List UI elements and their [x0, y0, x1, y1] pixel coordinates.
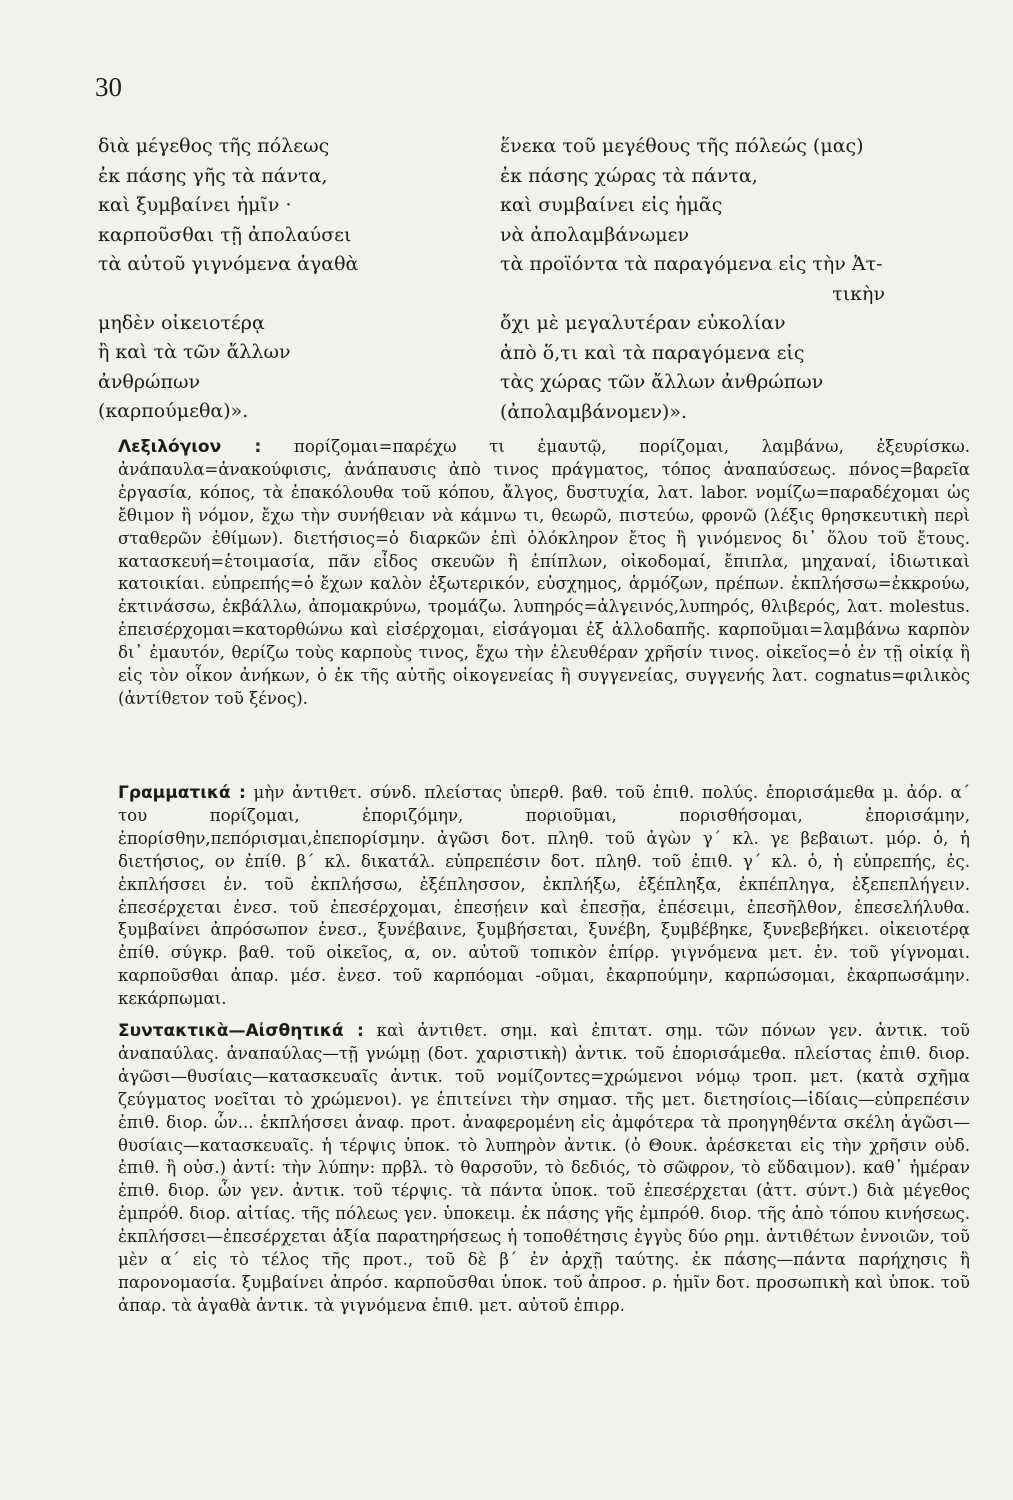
verse-line: (καρπούμεθα)». — [98, 400, 249, 422]
verse-line: νὰ ἀπολαμβάνωμεν — [500, 223, 689, 246]
lexicon-section — [118, 436, 970, 711]
syntax-section — [118, 1020, 970, 1318]
modern-translation-column — [500, 132, 980, 427]
verse-line: μηδὲν οἰκειοτέρᾳ — [98, 311, 265, 334]
verse-line: τὰ αὐτοῦ γιγνόμενα ἀγαθὰ — [98, 253, 359, 275]
verse-line: διὰ μέγεθος τῆς πόλεως — [98, 135, 330, 157]
verse-line: ἀπὸ ὅ,τι καὶ τὰ παραγόμενα εἰς — [500, 341, 805, 364]
verse-line: (ἀπολαμβάνομεν)». — [500, 400, 688, 423]
grammar-section — [118, 782, 970, 1011]
verse-line: ἢ καὶ τὰ τῶν ἄλλων — [98, 341, 291, 363]
verse-line: καρποῦσθαι τῇ ἀπολαύσει — [98, 223, 352, 246]
syntax-text: καὶ ἀντιθετ. σημ. καὶ ἐπιτατ. σημ. τῶν πόνων γεν. ἀντικ. τοῦ ἀναπαύλας. ἀναπαύλας—τῇ γνώμῃ (δοτ. χαριστικὴ) ἀντικ. τοῦ ἐπορισάμεθα. πλείστας ἐπιθ. διορ. ἀγῶσι—θυσίαις—κατασκευαῖς ἀντικ. τοῦ νομίζοντες=χρώμενοι νόμῳ τροπ. μετ. (κατὰ σχῆμα ζεύγματος νοεῖται τὸ χρώμενοι). γε ἐπιτείνει τὴν σημασ. τῆς μετ. διετησίοις—ἰδίαις—εὐπρεπέσιν ἐπιθ. διορ. ὧν... ἐκπλήσσει ἀναφ. προτ. ἀναφερομένη εἰς ἀμφότερα τὰ προηγηθέντα σκέλη ἀγῶσι—θυσίαις—κατασκευαῖς. ἡ τέρψις ὑποκ. τὸ λυπηρὸν ἀντικ. (ὁ Θουκ. ἀρέσκεται εἰς τὴν χρῆσιν οὐδ. ἐπιθ. ἢ οὐσ.) ἀντί: τὴν λύπην: πρβλ. τὸ θαρσοῦν, τὸ δεδιός, τὸ σῶφρον, τὸ εὔδαιμον). καθ᾽ ἡμέραν ἐπιθ. διορ. ὧν γεν. ἀντικ. τοῦ τέρψις. τὰ πάντα ὑποκ. τοῦ ἐπεσέρχεται (ἀττ. σύντ.) διὰ μέγεθος ἐμπρόθ. διορ. αἰτίας. τῆς πόλεως γεν. ὑποκειμ. ἐκ πάσης γῆς ἐμπρόθ. διορ. τῆς ἀπὸ τόπου κινήσεως. ἐκπλήσσει—ἐπεσέρχεται ἀξία παρατηρήσεως ἡ τοποθέτησις ἐγγὺς δύο ρημ. ἀντιθέτων ἐννοιῶν, τοῦ μὲν α΄ εἰς τὸ τέλος τῆς προτ., τοῦ δὲ β΄ ἐν ἀρχῇ ταύτης. ἐκ πάσης—πάντα παρήχησις ἢ παρονομασία. ξυμβαίνει ἀπρόσ. καρποῦσθαι ὑποκ. τοῦ ἀπροσ. ρ. ἡμῖν δοτ. προσωπικὴ καὶ ὑποκ. τοῦ ἀπαρ. τὰ ἀγαθὰ ἀντικ. τὰ γιγνόμενα ἐπιθ. μετ. αὐτοῦ ἐπιρρ. — [118, 1021, 970, 1315]
grammar-heading: Γραμματικά : — [118, 783, 246, 803]
verse-line: τὰς χώρας τῶν ἄλλων ἀνθρώπων — [500, 371, 824, 393]
verse-line: ὄχι μὲ μεγαλυτέραν εὐκολίαν — [500, 312, 786, 334]
grammar-text: μὴν ἀντιθετ. σύνδ. πλείστας ὑπερθ. βαθ. τοῦ ἐπιθ. πολύς. ἐπορισάμεθα μ. ἀόρ. α΄ του πορίζομαι, ἐποριζόμην, ποριοῦμαι, πορισθήσομαι, ἐπορισάμην, ἐπορίσθην,πεπόρισμαι,ἐπεπορίσμην. ἀγῶσι δοτ. πληθ. τοῦ ἀγὼν γ΄ κλ. γε βεβαιωτ. μόρ. ὁ, ἡ διετήσιος, ον ἐπίθ. β΄ κλ. δικατάλ. εὐπρεπέσιν δοτ. πληθ. τοῦ ἐπιθ. γ΄ κλ. ὁ, ἡ εὐπρεπής, ἐς. ἐκπλήσσει ἐν. τοῦ ἐκπλήσσω, ἐξέπλησσον, ἐκπλήξω, ἐξέπληξα, ἐκπέπληγα, ἐξεπεπλήγειν. ἐπεσέρχεται ἐνεσ. τοῦ ἐπεσέρχομαι, ἐπεσῄειν καὶ ἐπεσῇα, ἐπέσειμι, ἐπεσῆλθον, ἐπεσελήλυθα. ξυμβαίνει ἀπρόσωπον ἐνεσ., ξυνέβαινε, ξυμβήσεται, ξυνέβη, ξυμβέβηκε, ξυνεβεβήκει. οἰκειοτέρᾳ ἐπίθ. σύγκρ. βαθ. τοῦ οἰκεῖος, α, ον. αὐτοῦ τοπικὸν ἐπίρρ. γιγνόμενα μετ. ἐν. τοῦ γίγνομαι. καρποῦσθαι ἀπαρ. μέσ. ἐνεσ. τοῦ καρπόομαι -οῦμαι, ἐκαρπούμην, καρπώσομαι, ἐκαρπωσάμην. κεκάρπωμαι. — [118, 783, 970, 1009]
verse-line: ἕνεκα τοῦ μεγέθους τῆς πόλεώς (μας) — [500, 135, 864, 157]
verse-line: ἐκ πάσης γῆς τὰ πάντα, — [98, 164, 328, 187]
verse-line: τὰ προϊόντα τὰ παραγόμενα εἰς τὴν Ἀτ- — [500, 253, 883, 275]
verse-line: καὶ ξυμβαίνει ἡμῖν · — [98, 194, 292, 216]
greek-original-column — [98, 132, 478, 427]
lexicon-heading: Λεξιλόγιον : — [118, 437, 262, 457]
verse-line: ἐκ πάσης χώρας τὰ πάντα, — [500, 164, 758, 187]
syntax-heading: Συντακτικὰ—Αἰσθητικά : — [118, 1021, 364, 1041]
verse-line: ἀνθρώπων — [98, 370, 201, 393]
page-number: 30 — [95, 72, 122, 102]
lexicon-text: πορίζομαι=παρέχω τι ἐμαυτῷ, πορίζομαι, λαμβάνω, ἐξευρίσκω. ἀνάπαυλα=ἀνακούφισις, ἀνάπαυσις ἀπὸ τινος πράγματος, τόπος ἀναπαύσεως. πόνος=βαρεῖα ἐργασία, κόπος, τὰ ἐπακόλουθα τοῦ κόπου, ἄλγος, δυστυχία, λατ. labor. νομίζω=παραδέχομαι ὡς ἔθιμον ἢ νόμον, ἔχω τὴν συνήθειαν νὰ κάμνω τι, θεωρῶ, πιστεύω, φρονῶ (λέξις θρησκευτικὴ περὶ σταθερῶν ἐθίμων). διετήσιος=ὁ διαρκῶν ἐπὶ ὁλόκληρον ἔτος ἢ γινόμενος δι᾽ ὅλου τοῦ ἔτους. κατασκευή=ἑτοιμασία, πᾶν εἶδος σκευῶν ἢ ἐπίπλων, οἰκοδομαί, ἔπιπλα, μηχαναί, ἰδιωτικαὶ κατοικίαι. εὐπρεπής=ὁ ἔχων καλὸν ἐξωτερικόν, εὐσχημος, ἁρμόζων, πρέπων. ἐκπλήσσω=ἐκκρούω, ἐκτινάσσω, ἐκβάλλω, ἀπομακρύνω, τρομάζω. λυπηρός=ἀλγεινός,λυπηρός, θλιβερός, λατ. molestus. ἐπεισέρχομαι=κατορθώνω καὶ εἰσέρχομαι, εἰσάγομαι ἐξ ἀλλοδαπῆς. καρποῦμαι=λαμβάνω καρπὸν δι᾽ ἐμαυτόν, θερίζω τοὺς καρποὺς τινος, ἔχω τὴν ἐλευθέραν χρῆσίν τινος. οἰκεῖος=ὁ ἐν τῇ οἰκίᾳ ἢ εἰς τὸν οἶκον ἀνήκων, ὁ ἐκ τῆς αὐτῆς οἰκογενείας ἢ συγγενείας, συγγενής λατ. cognatus=φιλικὸς (ἀντίθετον τοῦ ξένος). — [118, 437, 971, 708]
verse-line: καὶ συμβαίνει εἰς ἡμᾶς — [500, 194, 723, 216]
verse-line: τικὴν — [832, 282, 885, 305]
